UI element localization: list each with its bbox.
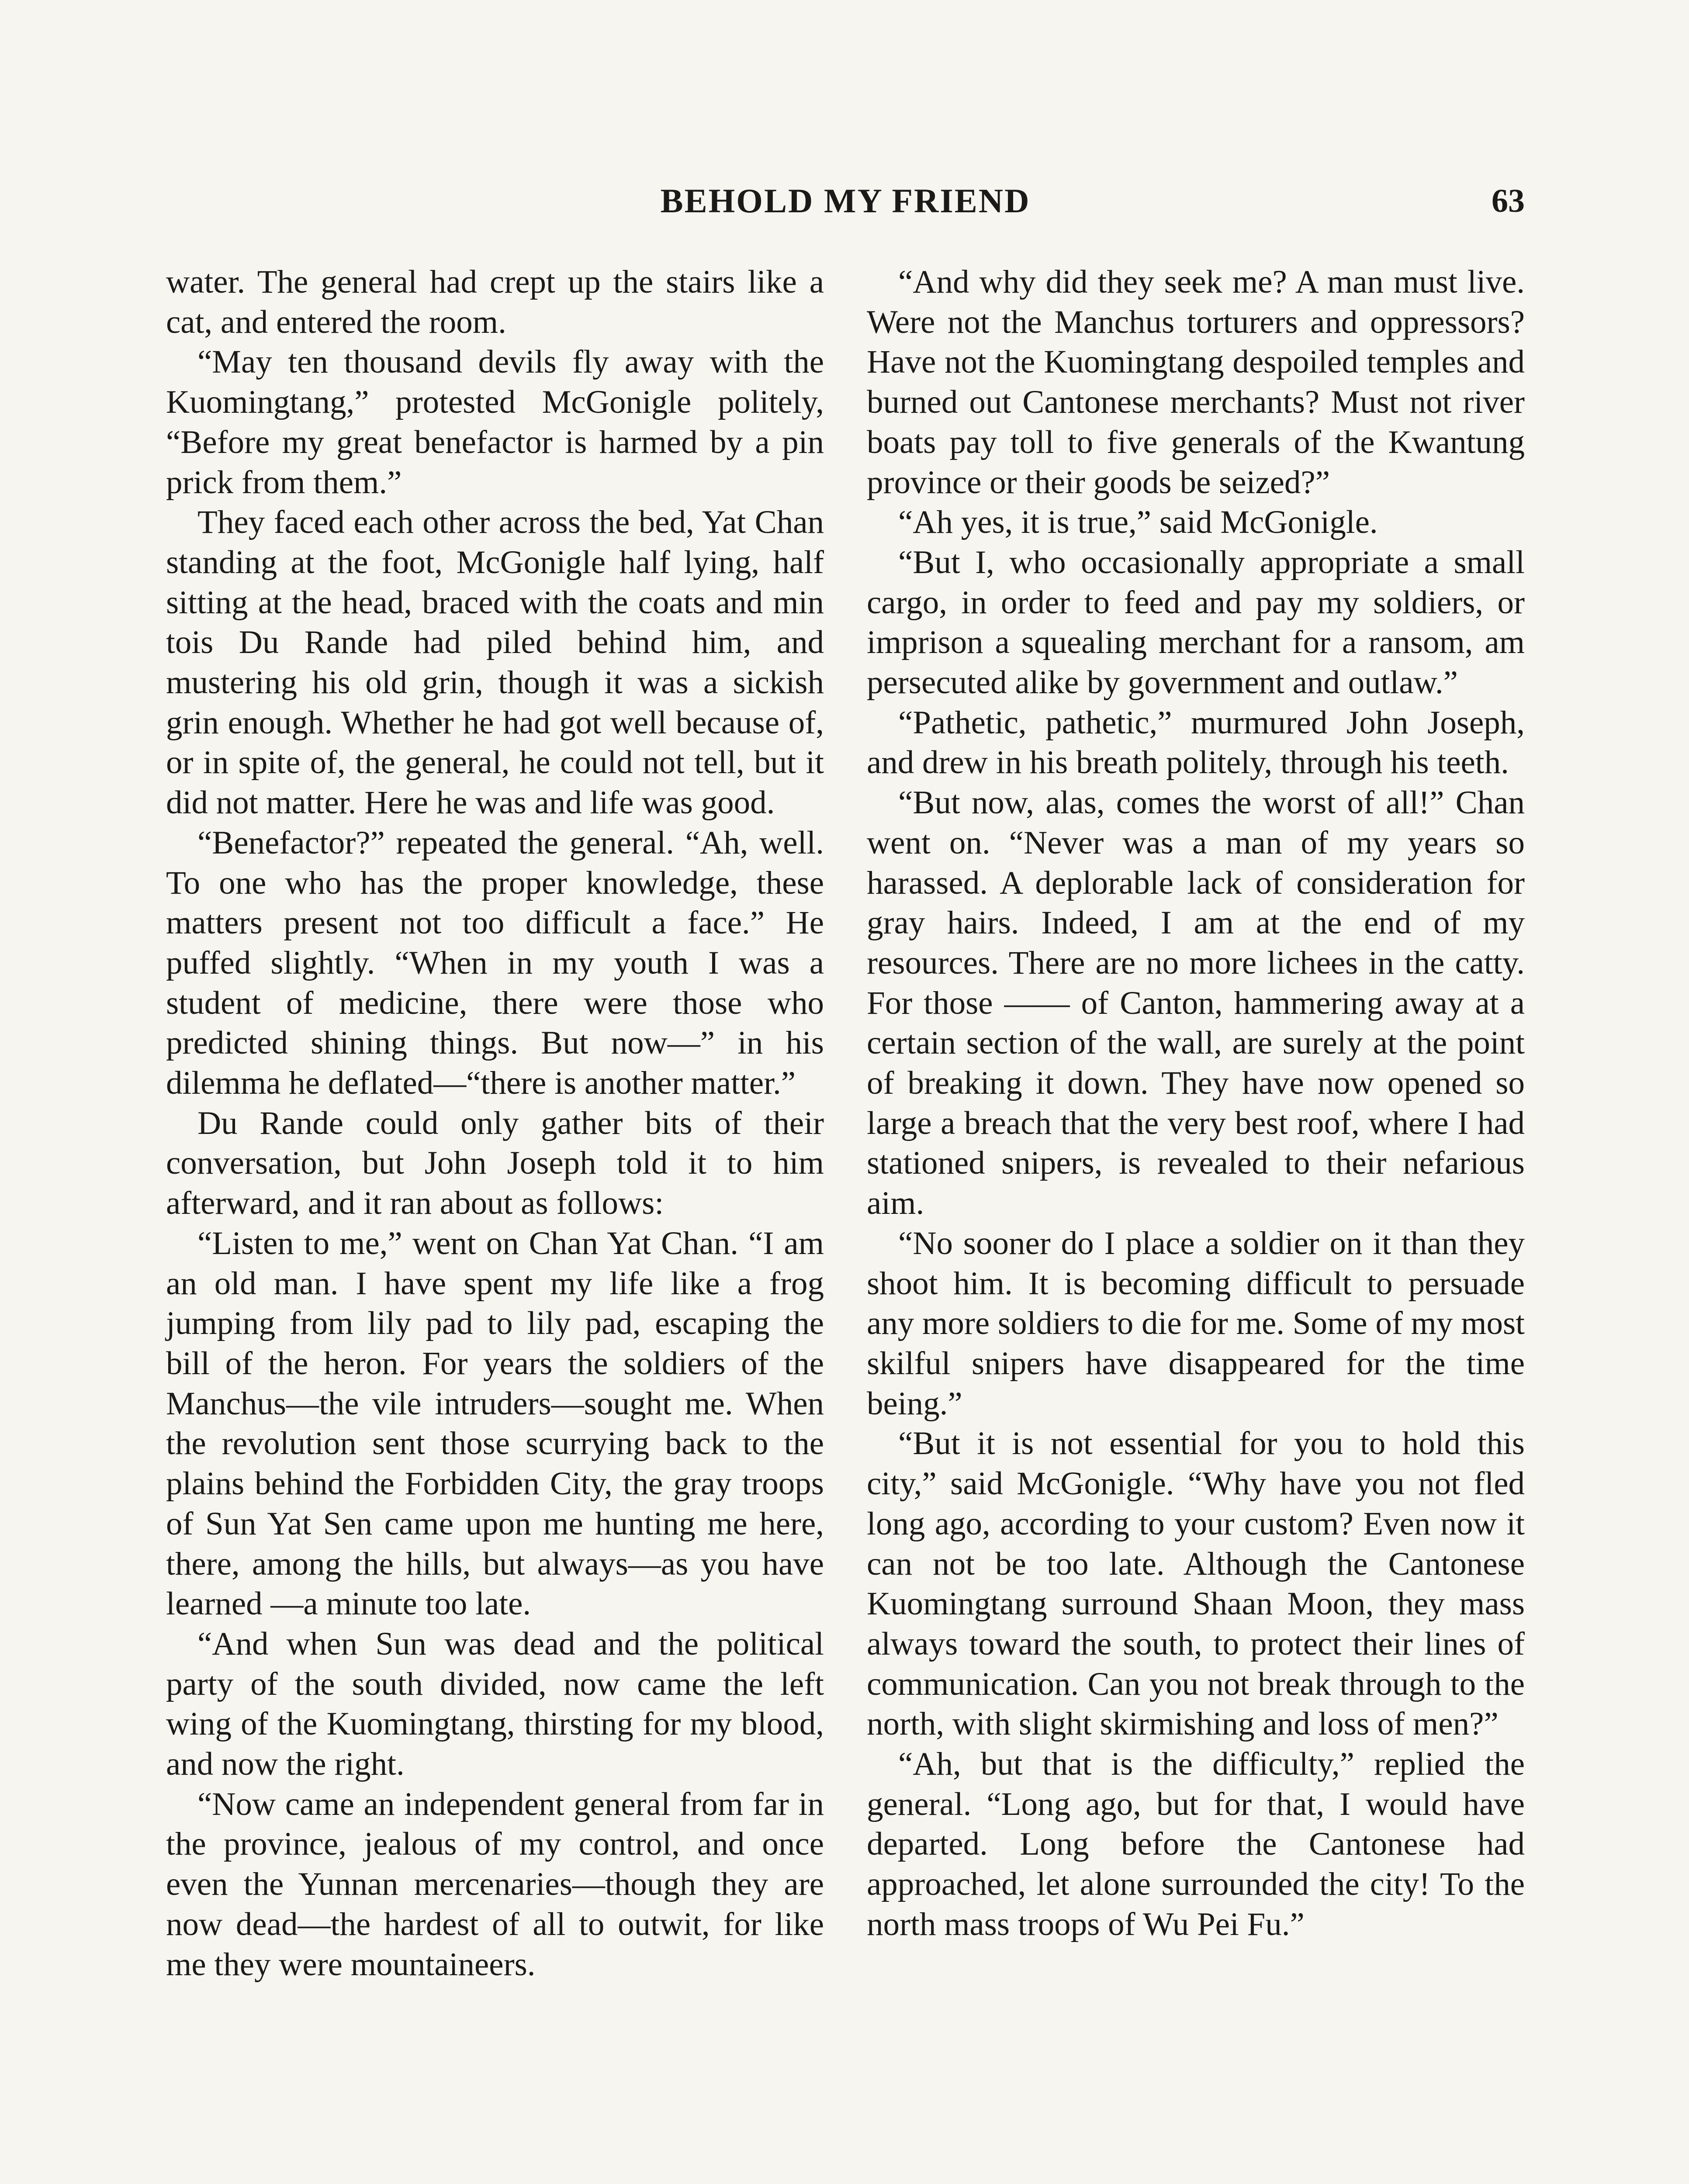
paragraph: “No sooner do I place a soldier on it than they shoot him. It is becoming difficult to persuade any more soldiers to die for me. Some of my most skilful snipers have disappeared for the time being.”	[867, 1225, 1525, 1422]
paragraph: water. The general had crept up the stairs like a cat, and entered the room.	[166, 264, 824, 340]
right-column	[867, 262, 1525, 1945]
paragraph: “But I, who occasionally appropriate a small cargo, in order to feed and pay my soldiers, or imprison a squealing merchant for a ransom, am persecuted alike by government and outlaw.”	[867, 544, 1525, 701]
paragraph: “May ten thousand devils fly away with the Kuomingtang,” protested McGonigle politely, “Before my great benefactor is harmed by a pin prick from them.”	[166, 344, 824, 501]
paragraph: “Listen to me,” went on Chan Yat Chan. “I am an old man. I have spent my life like a frog jumping from lily pad to lily pad, escaping the bill of the heron. For years the soldiers of the Manchus—the vile intruders—sought me. When the revolution sent those scurrying back to the plains behind the Forbidden City, the gray troops of Sun Yat Sen came upon me hunting me here, there, among the hills, but always—as you have learned —a minute too late.	[166, 1225, 824, 1622]
paragraph: “And why did they seek me? A man must live. Were not the Manchus torturers and oppressors? Have not the Kuomingtang despoiled temples and burned out Cantonese merchants? Must not river boats pay toll to five generals of the Kwantung province or their goods be seized?”	[867, 264, 1525, 501]
left-column	[166, 262, 824, 1984]
paragraph: “Now came an independent general from far in the province, jealous of my control, and once even the Yunnan mercenaries—though they are now dead—the hardest of all to outwit, for like me they were mountaineers.	[166, 1786, 824, 1983]
paragraph: They faced each other across the bed, Yat Chan standing at the foot, McGonigle half lying, half sitting at the head, braced with the coats and min tois Du Rande had piled behind him, and mustering his old grin, though it was a sickish grin enough. Whether he had got well because of, or in spite of, the general, he could not tell, but it did not matter. Here he was and life was good.	[166, 504, 824, 821]
paragraph: “Ah, but that is the difficulty,” replied the general. “Long ago, but for that, I would have departed. Long before the Cantonese had approached, let alone surrounded the city! To the north mass troops of Wu Pei Fu.”	[867, 1746, 1525, 1942]
paragraph: “But it is not essential for you to hold this city,” said McGonigle. “Why have you not fled long ago, according to your custom? Even now it can not be too late. Although the Cantonese Kuomingtang surround Shaan Moon, they mass always toward the south, to protect their lines of communication. Can you not break through to the north, with slight skirmishing and loss of men?”	[867, 1425, 1525, 1742]
chapter-title: BEHOLD MY FRIEND	[660, 182, 1031, 220]
paragraph: “Ah yes, it is true,” said McGonigle.	[898, 504, 1378, 541]
paragraph: Du Rande could only gather bits of their conversation, but John Joseph told it to him afterward, and it ran about as follows:	[166, 1105, 824, 1222]
paragraph: “And when Sun was dead and the political party of the south divided, now came the left wing of the Kuomingtang, thirsting for my blood, and now the right.	[166, 1625, 824, 1783]
page-number: 63	[1492, 183, 1525, 219]
paragraph: “Benefactor?” repeated the general. “Ah, well. To one who has the proper knowledge, these matters present not too difficult a face.” He puffed slightly. “When in my youth I was a student of medicine, there were those who predicted shining things. But now—” in his dilemma he deflated—“there is another matter.”	[166, 824, 824, 1102]
paragraph: “But now, alas, comes the worst of all!” Chan went on. “Never was a man of my years so harassed. A deplorable lack of consideration for gray hairs. Indeed, I am at the end of my resources. There are no more lichees in the catty. For those —— of Canton, hammering away at a certain section of the wall, are surely at the point of breaking it down. They have now opened so large a breach that the very best roof, where I had stationed snipers, is revealed to their nefarious aim.	[867, 784, 1525, 1222]
running-header	[166, 177, 1525, 225]
paragraph: “Pathetic, pathetic,” murmured John Joseph, and drew in his breath politely, through his teeth.	[867, 704, 1525, 781]
